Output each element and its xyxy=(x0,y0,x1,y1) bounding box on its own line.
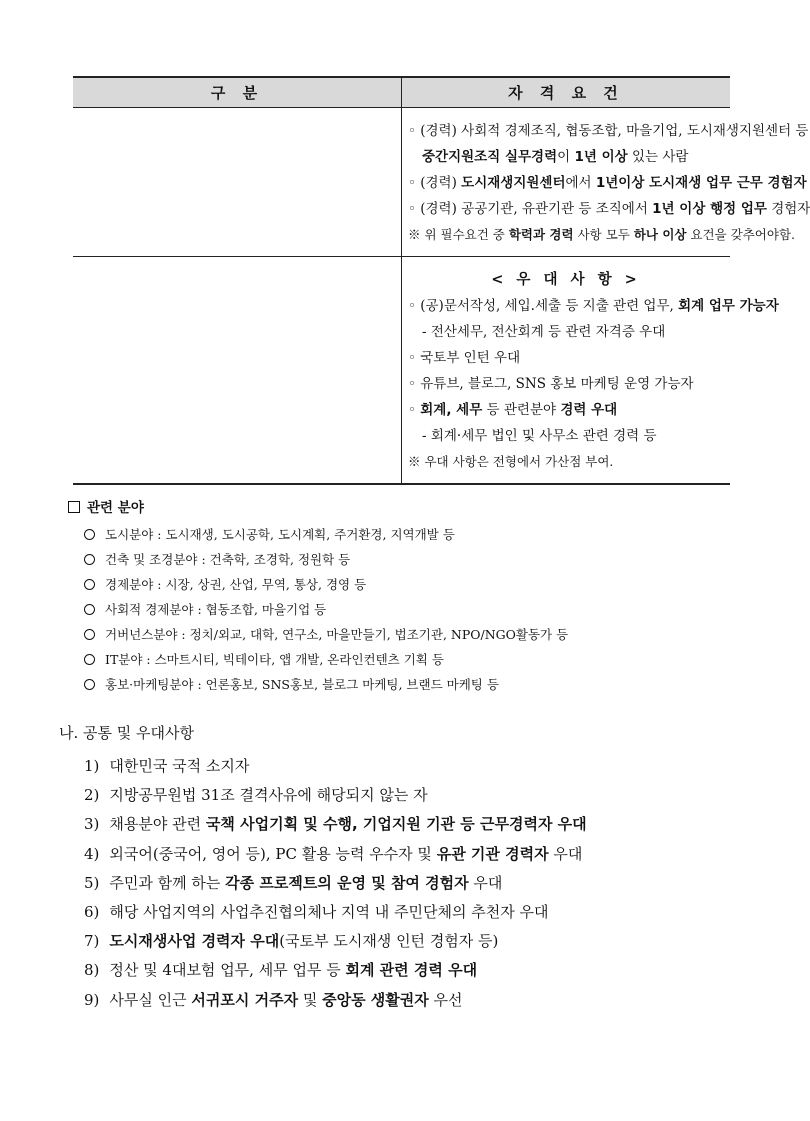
bold-text: 회계 관련 경력 우대 xyxy=(345,961,478,980)
list-item xyxy=(84,956,587,985)
item-number: 1) xyxy=(84,757,100,775)
text-segment: 이 xyxy=(557,149,575,165)
requirement-line xyxy=(408,170,807,196)
item-number: 7) xyxy=(84,932,100,951)
text-segment: 해당 사업지역의 사업추진협의체나 지역 내 주민단체의 추천자 우대 xyxy=(109,903,549,922)
preferred-line xyxy=(408,371,724,397)
text-segment: 있는 사람 xyxy=(627,149,689,165)
related-field-text: 건축 및 조경분야 : 건축학, 조경학, 정원학 등 xyxy=(105,552,351,567)
list-item xyxy=(84,840,587,869)
preferred-cell xyxy=(402,257,779,485)
bold-text: 중앙동 생활권자 xyxy=(322,990,429,1009)
circle-bullet-icon xyxy=(84,654,95,665)
text-segment: 채용분야 관련 xyxy=(109,815,206,834)
list-item xyxy=(84,781,587,810)
preferred-line xyxy=(408,319,724,345)
preferred-line xyxy=(408,397,724,423)
bold-text: 서귀포시 거주자 xyxy=(191,990,299,1009)
related-fields-label: 관련 분야 xyxy=(87,500,144,516)
list-item xyxy=(84,622,568,647)
circle-bullet-icon xyxy=(84,579,95,590)
text-segment: 요건을 갖추어야함. xyxy=(686,227,796,242)
bold-text: 도시재생지원센터 xyxy=(461,175,566,191)
text-segment: 사무실 인근 xyxy=(109,990,192,1009)
circle-bullet-icon xyxy=(84,629,95,640)
text-segment: - 회계·세무 법인 및 사무소 관련 경력 등 xyxy=(422,428,657,444)
list-item xyxy=(84,810,587,839)
requirements-table xyxy=(73,76,810,485)
list-item xyxy=(84,547,568,572)
text-segment: - 전산세무, 전산회계 등 관련 자격증 우대 xyxy=(422,324,666,340)
checkbox-square-icon xyxy=(68,501,80,513)
header-requirements: 자 격 요 건 xyxy=(402,77,731,108)
common-list xyxy=(84,752,587,1015)
item-number: 5) xyxy=(84,873,100,892)
text-segment: ◦ 유튜브, 블로그, SNS 홍보 마케팅 운영 가능자 xyxy=(408,376,694,392)
list-item xyxy=(84,572,568,597)
list-item xyxy=(84,522,568,547)
bold-text: 학력과 경력 xyxy=(508,227,574,242)
text-segment: ※ 위 필수요건 중 xyxy=(408,227,509,242)
requirements-cell xyxy=(402,108,810,257)
requirement-line xyxy=(408,222,796,248)
text-segment: ◦ (경력) 사회적 경제조직, 협동조합, 마을기업, 도시재생지원센터 등 xyxy=(408,123,809,139)
bold-text: 유관 기관 경력자 xyxy=(436,844,549,863)
text-segment: 등 관련분야 xyxy=(482,402,561,418)
list-item xyxy=(84,597,568,622)
related-field-text: 경제분야 : 시장, 상권, 산업, 무역, 통상, 경영 등 xyxy=(105,577,367,592)
list-item xyxy=(84,869,587,898)
related-fields-title xyxy=(68,496,144,516)
list-item xyxy=(84,647,568,672)
text-segment: 우대 xyxy=(548,844,583,863)
text-segment: 및 xyxy=(298,990,323,1009)
circle-bullet-icon xyxy=(84,529,95,540)
text-segment: ◦ (공)문서작성, 세입.세출 등 지출 관련 업무, xyxy=(408,298,679,314)
bold-text: 회계, 세무 xyxy=(420,402,483,418)
bold-text: 각종 프로젝트의 운영 및 참여 경험자 xyxy=(225,873,469,892)
text-segment: 정산 및 4대보험 업무, 세무 업무 등 xyxy=(109,961,346,980)
preferred-line xyxy=(408,345,724,371)
text-segment: ◦ 국토부 인턴 우대 xyxy=(408,350,521,366)
requirements-lines xyxy=(402,108,810,256)
text-segment: 우선 xyxy=(428,990,463,1009)
circle-bullet-icon xyxy=(84,604,95,615)
related-field-text: 사회적 경제분야 : 협동조합, 마을기업 등 xyxy=(105,602,327,617)
bold-text: 1년 이상 xyxy=(574,149,628,165)
preferred-line xyxy=(408,449,724,475)
item-number: 3) xyxy=(84,815,100,834)
bold-text: 국책 사업기획 및 수행, 기업지원 기관 등 근무경력자 우대 xyxy=(205,815,587,834)
text-segment: 주민과 함께 하는 xyxy=(109,873,226,892)
related-field-text: 거버넌스분야 : 정치/외교, 대학, 연구소, 마을만들기, 법조기관, NPO/NGO활동가 등 xyxy=(105,627,569,642)
preferred-lines xyxy=(408,293,779,475)
preferred-line xyxy=(408,293,779,319)
circle-bullet-icon xyxy=(84,679,95,690)
text-segment: (국토부 도시재생 인턴 경험자 등) xyxy=(279,932,499,951)
item-number: 4) xyxy=(84,844,100,863)
text-segment: 에서 xyxy=(565,175,596,191)
text-segment: 경험자 xyxy=(766,201,810,217)
bold-text: 도시재생사업 경력자 우대 xyxy=(109,932,280,951)
common-heading: 나. 공통 및 우대사항 xyxy=(59,724,194,742)
item-number: 2) xyxy=(84,786,100,805)
bold-text: 하나 이상 xyxy=(633,227,687,242)
bold-text: 1년 이상 행정 업무 xyxy=(652,201,767,217)
text-segment: 지방공무원법 31조 결격사유에 해당되지 않는 자 xyxy=(109,786,428,805)
related-field-text: IT분야 : 스마트시티, 빅테이타, 앱 개발, 온라인컨텐츠 기획 등 xyxy=(105,652,444,667)
category-cell xyxy=(73,108,402,257)
list-item xyxy=(84,927,587,956)
bold-text: 회계 업무 가능자 xyxy=(678,298,779,314)
preferred-block xyxy=(402,257,779,483)
text-segment: 사항 모두 xyxy=(573,227,634,242)
bold-text: 경력 우대 xyxy=(560,402,618,418)
list-item xyxy=(84,672,568,697)
related-field-text: 홍보·마케팅분야 : 언론홍보, SNS홍보, 블로그 마케팅, 브랜드 마케팅 등 xyxy=(105,677,499,692)
list-item xyxy=(84,986,587,1015)
text-segment: 외국어(중국어, 영어 등), PC 활용 능력 우수자 및 xyxy=(109,844,437,863)
related-fields-list xyxy=(84,522,568,697)
circle-bullet-icon xyxy=(84,554,95,565)
requirement-line xyxy=(408,144,724,170)
text-segment: 대한민국 국적 소지자 xyxy=(109,757,250,775)
category-cell-preferred xyxy=(73,257,402,485)
list-item xyxy=(84,898,587,927)
text-segment: 우대 xyxy=(468,873,503,892)
list-item xyxy=(84,752,587,781)
item-number: 6) xyxy=(84,903,100,922)
bold-text: 1년이상 도시재생 업무 근무 경험자 xyxy=(595,175,807,191)
preferred-line xyxy=(408,423,724,449)
text-segment: ◦ (경력) xyxy=(408,175,462,191)
text-segment: ◦ xyxy=(408,402,421,418)
text-segment: ◦ (경력) 공공기관, 유관기관 등 조직에서 xyxy=(408,201,653,217)
bold-text: 중간지원조직 실무경력 xyxy=(422,149,558,165)
related-field-text: 도시분야 : 도시재생, 도시공학, 도시계획, 주거환경, 지역개발 등 xyxy=(105,527,455,542)
item-number: 8) xyxy=(84,961,100,980)
text-segment: ※ 우대 사항은 전형에서 가산점 부여. xyxy=(408,454,614,469)
preferred-title: < 우 대 사 항 > xyxy=(491,271,641,288)
header-category: 구 분 xyxy=(73,77,402,108)
item-number: 9) xyxy=(84,990,100,1009)
requirement-line xyxy=(408,118,809,144)
requirement-line xyxy=(408,196,810,222)
